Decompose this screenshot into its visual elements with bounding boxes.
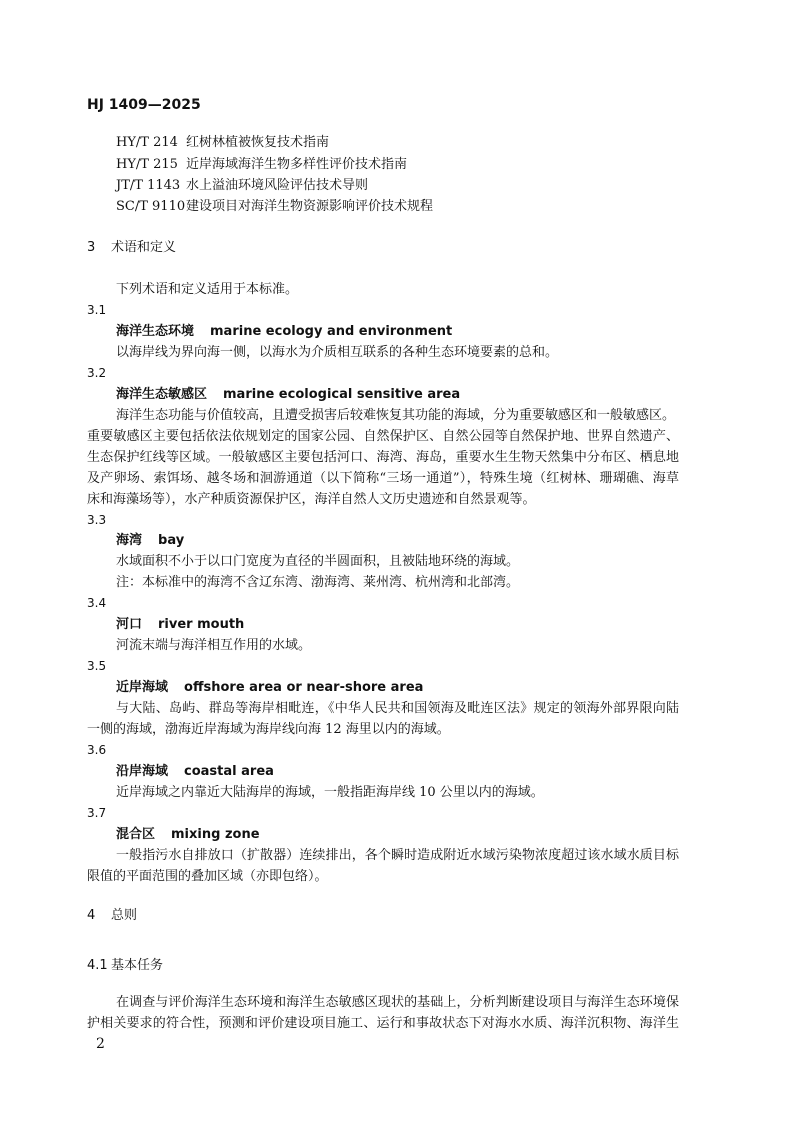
clause-number: 3.7 bbox=[87, 806, 107, 820]
definition-line: 以海岸线为界向海一侧，以海水为介质相互联系的各种生态环境要素的总和。 bbox=[116, 345, 559, 360]
definition-line: 重要敏感区主要包括依法依规划定的国家公园、自然保护区、自然公园等自然保护地、世界自然遗产、 bbox=[87, 429, 679, 444]
section-number: 4 bbox=[87, 908, 96, 923]
section-heading-4 bbox=[87, 907, 137, 924]
standard-id: HJ 1409—2025 bbox=[87, 97, 201, 113]
term-heading bbox=[116, 616, 244, 633]
subsection-title: 基本任务 bbox=[111, 958, 164, 973]
term-zh: 混合区 bbox=[116, 827, 156, 842]
body-line: 在调查与评价海洋生态环境和海洋生态敏感区现状的基础上，分析判断建设项目与海洋生态环境保 bbox=[116, 995, 679, 1010]
reference-item bbox=[116, 198, 433, 215]
term-zh: 沿岸海域 bbox=[116, 764, 169, 779]
term-en: bay bbox=[158, 533, 185, 548]
clause-number: 3.6 bbox=[87, 743, 107, 757]
term-heading bbox=[116, 826, 260, 843]
definition-line: 一般指污水自排放口（扩散器）连续排出，各个瞬时造成附近水域污染物浓度超过该水域水质目标 bbox=[116, 848, 679, 863]
reference-title: 红树林植被恢复技术指南 bbox=[186, 135, 330, 150]
page-number: 2 bbox=[96, 1036, 105, 1052]
reference-code: JT/T 1143 bbox=[116, 178, 181, 193]
term-en: mixing zone bbox=[171, 827, 260, 842]
term-heading bbox=[116, 532, 184, 549]
definition-line: 水域面积不小于以口门宽度为直径的半圆面积，且被陆地环绕的海域。 bbox=[116, 554, 520, 569]
definition-line: 与大陆、岛屿、群岛等海岸相毗连，《中华人民共和国领海及毗连区法》规定的领海外部界限向陆 bbox=[116, 701, 679, 716]
reference-title: 水上溢油环境风险评估技术导则 bbox=[186, 178, 369, 193]
definition-note: 注：本标准中的海湾不含辽东湾、渤海湾、莱州湾、杭州湾和北部湾。 bbox=[116, 575, 520, 590]
term-en: coastal area bbox=[184, 764, 274, 779]
clause-number: 3.1 bbox=[87, 303, 107, 317]
term-en: marine ecological sensitive area bbox=[223, 387, 461, 402]
section-title: 术语和定义 bbox=[111, 240, 177, 255]
term-en: river mouth bbox=[158, 617, 245, 632]
term-heading bbox=[116, 323, 452, 340]
term-zh: 海洋生态环境 bbox=[116, 324, 195, 339]
term-zh: 海洋生态敏感区 bbox=[116, 387, 208, 402]
definition-line: 一侧的海域，渤海近岸海域为海岸线向海 12 海里以内的海域。 bbox=[87, 722, 450, 737]
definition-line: 及产卵场、索饵场、越冬场和洄游通道（以下简称“三场一通道”），特殊生境（红树林、珊瑚礁、海草 bbox=[87, 471, 679, 486]
reference-title: 建设项目对海洋生物资源影响评价技术规程 bbox=[186, 199, 434, 214]
definition-line: 海洋生态功能与价值较高，且遭受损害后较难恢复其功能的海域，分为重要敏感区和一般敏感区。 bbox=[116, 408, 676, 423]
reference-code: HY/T 215 bbox=[116, 157, 178, 172]
clause-number: 3.5 bbox=[87, 659, 107, 673]
section-title: 总则 bbox=[111, 908, 138, 923]
definition-line: 限值的平面范围的叠加区域（亦即包络）。 bbox=[87, 869, 328, 884]
reference-item bbox=[116, 134, 329, 151]
section-intro: 下列术语和定义适用于本标准。 bbox=[116, 282, 299, 297]
definition-line: 近岸海域之内靠近大陆海岸的海域，一般指距海岸线 10 公里以内的海域。 bbox=[116, 785, 544, 800]
term-en: offshore area or near-shore area bbox=[184, 680, 424, 695]
term-en: marine ecology and environment bbox=[210, 324, 453, 339]
reference-item bbox=[116, 177, 368, 194]
clause-number: 3.4 bbox=[87, 596, 107, 610]
reference-item bbox=[116, 156, 407, 173]
term-zh: 海湾 bbox=[116, 533, 143, 548]
term-zh: 近岸海域 bbox=[116, 680, 169, 695]
body-line: 护相关要求的符合性，预测和评价建设项目施工、运行和事故状态下对海水水质、海洋沉积物、海洋生 bbox=[87, 1016, 679, 1031]
clause-number: 3.3 bbox=[87, 513, 107, 527]
section-heading-3 bbox=[87, 239, 176, 256]
section-number: 3 bbox=[87, 240, 96, 255]
definition-line: 生态保护红线等区域。一般敏感区主要包括河口、海湾、海岛，重要水生生物天然集中分布区、栖息地 bbox=[87, 450, 679, 465]
term-zh: 河口 bbox=[116, 617, 143, 632]
reference-title: 近岸海域海洋生物多样性评价技术指南 bbox=[186, 157, 408, 172]
term-heading bbox=[116, 386, 460, 403]
reference-code: HY/T 214 bbox=[116, 135, 178, 150]
term-heading bbox=[116, 679, 423, 696]
subsection-number: 4.1 bbox=[87, 958, 108, 973]
clause-number: 3.2 bbox=[87, 366, 107, 380]
definition-line: 河流末端与海洋相互作用的水域。 bbox=[116, 638, 312, 653]
reference-code: SC/T 9110 bbox=[116, 199, 186, 214]
term-heading bbox=[116, 763, 274, 780]
definition-line: 床和海藻场等），水产种质资源保护区，海洋自然人文历史遗迹和自然景观等。 bbox=[87, 492, 536, 507]
subsection-heading-4-1 bbox=[87, 957, 163, 974]
